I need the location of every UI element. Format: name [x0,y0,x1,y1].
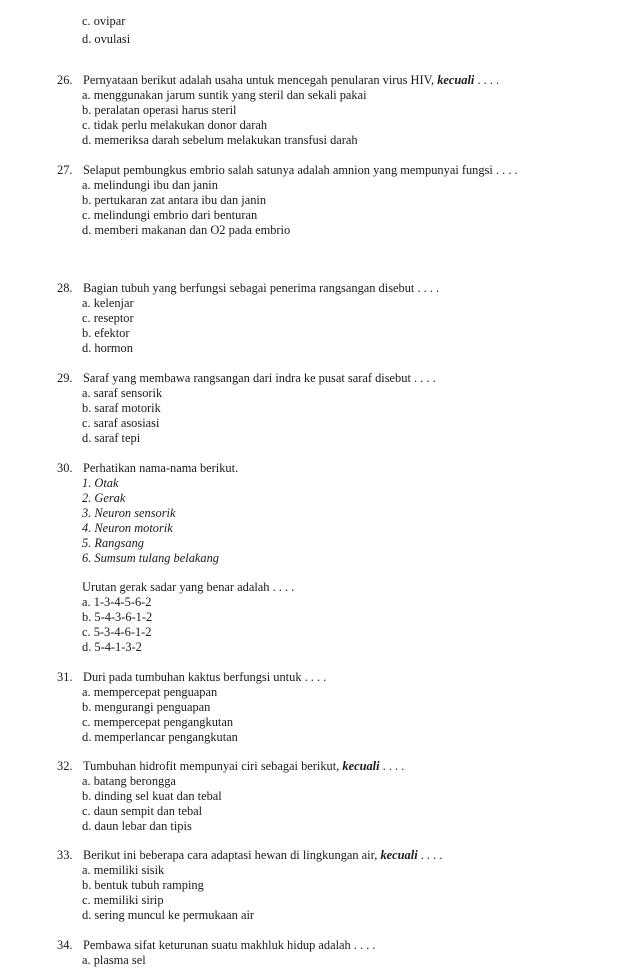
option-c: c. reseptor [82,311,134,325]
question-number: 31. [57,670,73,684]
option-b: b. mengurangi penguapan [82,700,211,714]
option-b: b. pertukaran zat antara ibu dan janin [82,193,267,207]
question-stem: Berikut ini beberapa cara adaptasi hewan di lingkungan air, kecuali . . . . [83,848,443,862]
option-d: d. memperlancar pengangkutan [82,730,238,744]
option-a: a. saraf sensorik [82,386,163,400]
option-a: a. menggunakan jarum suntik yang steril dan sekali pakai [82,88,367,102]
question-stem: Bagian tubuh yang berfungsi sebagai penerima rangsangan disebut . . . . [83,281,440,295]
keyword-kecuali: kecuali [342,759,380,773]
option-d: d. memberi makanan dan O2 pada embrio [82,223,291,237]
option-d: d. daun lebar dan tipis [82,819,192,833]
question-stem: Selaput pembungkus embrio salah satunya adalah amnion yang mempunyai fungsi . . . . [83,163,518,177]
option-c: c. memiliki sirip [82,893,164,907]
question-number: 26. [57,73,73,87]
question-stem-continued: Urutan gerak sadar yang benar adalah . . . . [82,580,295,594]
option-a: a. kelenjar [82,296,134,310]
option-a: a. batang berongga [82,774,176,788]
option-a: a. melindungi ibu dan janin [82,178,218,192]
list-item: 4. Neuron motorik [82,521,173,535]
question-number: 34. [57,938,73,952]
option-b: b. dinding sel kuat dan tebal [82,789,222,803]
question-number: 30. [57,461,73,475]
question-stem: Pembawa sifat keturunan suatu makhluk hidup adalah . . . . [83,938,376,952]
option-c: c. tidak perlu melakukan donor darah [82,118,268,132]
question-stem: Perhatikan nama-nama berikut. [83,461,239,475]
question-number: 33. [57,848,73,862]
option-c: c. melindungi embrio dari benturan [82,208,258,222]
option-c: c. daun sempit dan tebal [82,804,203,818]
list-item: 1. Otak [82,476,119,490]
option-c: c. ovipar [82,14,126,28]
option-b: b. bentuk tubuh ramping [82,878,204,892]
option-d: d. memeriksa darah sebelum melakukan transfusi darah [82,133,358,147]
question-number: 28. [57,281,73,295]
option-a: a. mempercepat penguapan [82,685,218,699]
option-b: b. efektor [82,326,130,340]
option-c: c. mempercepat pengangkutan [82,715,234,729]
keyword-kecuali: kecuali [380,848,418,862]
option-a: a. 1-3-4-5-6-2 [82,595,152,609]
option-d: d. 5-4-1-3-2 [82,640,142,654]
option-c: c. saraf asosiasi [82,416,160,430]
option-a: a. memiliki sisik [82,863,165,877]
option-d: d. ovulasi [82,32,131,46]
question-stem: Pernyataan berikut adalah usaha untuk mencegah penularan virus HIV, kecuali . . . . [83,73,500,87]
option-b: b. 5-4-3-6-1-2 [82,610,153,624]
option-a: a. plasma sel [82,953,146,967]
option-b: b. peralatan operasi harus steril [82,103,237,117]
question-number: 29. [57,371,73,385]
question-number: 32. [57,759,73,773]
option-d: d. sering muncul ke permukaan air [82,908,255,922]
list-item: 5. Rangsang [82,536,144,550]
option-d: d. saraf tepi [82,431,141,445]
keyword-kecuali: kecuali [437,73,475,87]
question-stem: Duri pada tumbuhan kaktus berfungsi untuk . . . . [83,670,327,684]
option-c: c. 5-3-4-6-1-2 [82,625,152,639]
option-b: b. saraf motorik [82,401,161,415]
list-item: 3. Neuron sensorik [82,506,176,520]
list-item: 6. Sumsum tulang belakang [82,551,219,565]
question-number: 27. [57,163,73,177]
option-d: d. hormon [82,341,133,355]
question-stem: Saraf yang membawa rangsangan dari indra ke pusat saraf disebut . . . . [83,371,436,385]
list-item: 2. Gerak [82,491,126,505]
question-stem: Tumbuhan hidrofit mempunyai ciri sebagai berikut, kecuali . . . . [83,759,405,773]
